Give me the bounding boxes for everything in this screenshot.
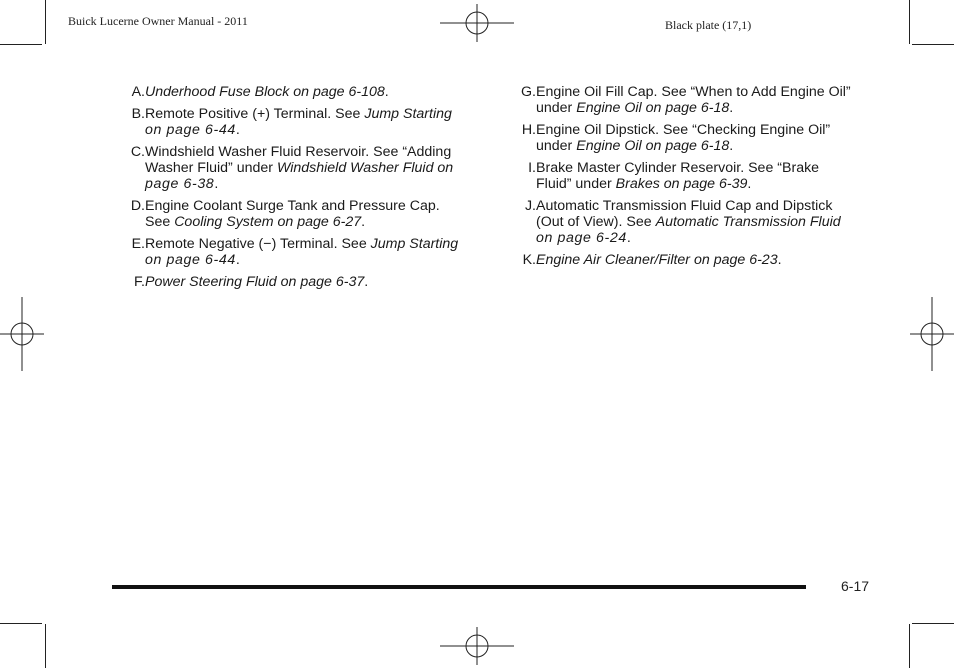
legend-item xyxy=(112,106,472,138)
legend-item-text xyxy=(145,84,472,100)
legend-item-letter: J. xyxy=(524,198,536,214)
description-text: (Out of View). See xyxy=(536,214,656,230)
description-text: See xyxy=(145,214,175,230)
description-text: Automatic Transmission Fluid Cap and Dipstick xyxy=(536,198,833,214)
registration-mark-top-icon xyxy=(440,4,514,42)
page-reference: Engine Oil on page 6-18 xyxy=(576,100,730,116)
page-reference: Cooling System on page 6-27 xyxy=(174,214,362,230)
legend-item xyxy=(503,84,871,116)
legend-item-letter: C. xyxy=(130,144,145,160)
description-text: . xyxy=(777,252,782,268)
legend-item-letter: E. xyxy=(131,236,145,252)
description-text: . xyxy=(214,176,219,192)
legend-item-text xyxy=(536,84,871,116)
page-number: 6-17 xyxy=(841,578,870,594)
footer-rule xyxy=(112,585,806,589)
description-text: Remote Negative (−) Terminal. See xyxy=(145,236,371,252)
description-text: . xyxy=(729,138,734,154)
legend-item-letter: I. xyxy=(528,160,536,176)
legend-item-text xyxy=(145,236,472,268)
legend-item xyxy=(503,122,871,154)
legend-item xyxy=(503,252,871,268)
legend-item xyxy=(112,198,472,230)
legend-item-text xyxy=(145,198,472,230)
description-text: . xyxy=(235,122,240,138)
description-text: Brake Master Cylinder Reservoir. See “Brake xyxy=(536,160,820,176)
header-plate-label: Black plate (17,1) xyxy=(665,18,752,32)
registration-mark-bottom-icon xyxy=(440,627,514,665)
page-reference: Jump Starting xyxy=(370,236,459,252)
crop-mark-bottom-right-h xyxy=(912,623,954,624)
legend-item-letter: K. xyxy=(522,252,536,268)
legend-item-text xyxy=(145,144,472,192)
legend-item-text xyxy=(536,252,871,268)
description-text: Engine Oil Dipstick. See “Checking Engine Oil” xyxy=(536,122,831,138)
page-reference: Jump Starting xyxy=(364,106,452,122)
page-reference: Underhood Fuse Block on page 6-108 xyxy=(145,84,385,100)
crop-mark-bottom-left-v xyxy=(45,624,46,668)
description-text: . xyxy=(235,252,240,268)
description-text: Windshield Washer Fluid Reservoir. See “Adding xyxy=(145,144,452,160)
page-reference: Windshield Washer Fluid on xyxy=(276,160,454,176)
header-manual-title: Buick Lucerne Owner Manual - 2011 xyxy=(68,14,248,28)
right-column-list xyxy=(503,84,871,274)
page-reference: Automatic Transmission Fluid xyxy=(655,214,841,230)
legend-item-letter: F. xyxy=(133,274,145,290)
legend-item-text xyxy=(145,106,472,138)
registration-mark-right-icon xyxy=(910,297,954,371)
legend-item-text xyxy=(536,160,871,192)
description-text: . xyxy=(747,176,752,192)
page-reference: Power Steering Fluid on page 6-37 xyxy=(145,274,365,290)
page-reference: on page 6-44 xyxy=(145,252,236,268)
legend-item xyxy=(112,274,472,290)
description-text: Fluid” under xyxy=(536,176,616,192)
legend-item xyxy=(503,160,871,192)
crop-mark-top-right-h xyxy=(912,44,954,45)
legend-item xyxy=(112,144,472,192)
crop-mark-top-left-h xyxy=(0,44,42,45)
description-text: Remote Positive (+) Terminal. See xyxy=(145,106,365,122)
legend-item-letter: H. xyxy=(521,122,536,138)
description-text: Washer Fluid” under xyxy=(145,160,277,176)
legend-item-letter: D. xyxy=(130,198,145,214)
page-reference: Engine Oil on page 6-18 xyxy=(576,138,730,154)
page-reference: page 6-38 xyxy=(145,176,215,192)
legend-item xyxy=(112,84,472,100)
legend-item-letter: G. xyxy=(521,84,536,100)
description-text: . xyxy=(361,214,366,230)
legend-item-text xyxy=(145,274,472,290)
legend-item-letter: A. xyxy=(131,84,145,100)
description-text: Engine Coolant Surge Tank and Pressure Cap. xyxy=(145,198,440,214)
page-reference: Engine Air Cleaner/Filter on page 6-23 xyxy=(536,252,778,268)
registration-mark-left-icon xyxy=(0,297,44,371)
crop-mark-bottom-right-v xyxy=(909,624,910,668)
crop-mark-bottom-left-h xyxy=(0,623,42,624)
description-text: . xyxy=(729,100,734,116)
legend-item-text xyxy=(536,198,871,246)
description-text: under xyxy=(536,138,577,154)
page-reference: on page 6-44 xyxy=(145,122,236,138)
crop-mark-top-left-v xyxy=(45,0,46,44)
description-text: . xyxy=(626,230,631,246)
legend-item xyxy=(503,198,871,246)
legend-item-letter: B. xyxy=(131,106,145,122)
legend-item xyxy=(112,236,472,268)
description-text: Engine Oil Fill Cap. See “When to Add Engine Oil” xyxy=(536,84,851,100)
left-column-list xyxy=(112,84,472,296)
description-text: . xyxy=(364,274,369,290)
legend-item-text xyxy=(536,122,871,154)
description-text: . xyxy=(384,84,389,100)
page-reference: on page 6-24 xyxy=(536,230,627,246)
description-text: under xyxy=(536,100,577,116)
crop-mark-top-right-v xyxy=(909,0,910,44)
page-reference: Brakes on page 6-39 xyxy=(615,176,748,192)
